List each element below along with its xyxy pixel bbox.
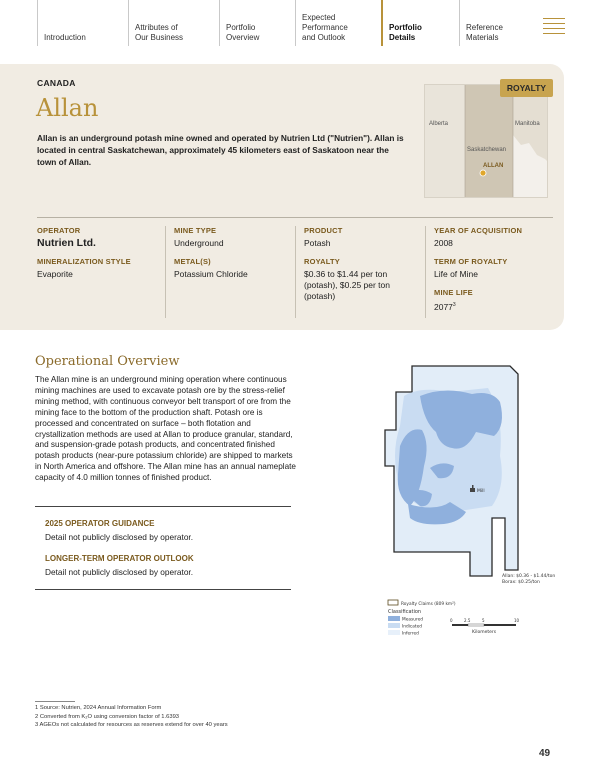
page-number: 49	[539, 748, 551, 759]
royalty-value: $0.36 to $1.44 per ton (potash), $0.25 per ton (potash)	[304, 269, 391, 301]
legend-swatch-measured	[388, 616, 400, 621]
mine-summary-panel	[0, 64, 564, 330]
scale-tick: 5	[482, 618, 485, 623]
mineralization-value: Evaporite	[37, 269, 73, 279]
top-navigation	[0, 0, 600, 48]
hamburger-menu-icon[interactable]	[543, 18, 565, 38]
product-value: Potash	[304, 238, 331, 248]
operator-label: OPERATOR	[37, 226, 81, 235]
royalty-term-value: Life of Mine	[434, 269, 478, 279]
legend-claims: Royalty Claims (809 km²)	[401, 602, 456, 607]
location-map	[424, 84, 548, 198]
map-label-alberta: Alberta	[429, 121, 449, 127]
country-label: CANADA	[37, 78, 76, 88]
facts-column-2	[165, 226, 295, 318]
footnote-divider	[35, 701, 75, 702]
map-label-manitoba: Manitoba	[515, 121, 540, 127]
legend-measured: Measured	[402, 617, 423, 623]
legend-inferred: Inferred	[402, 631, 419, 637]
royalty-claims-map	[380, 356, 588, 638]
mine-type-label: MINE TYPE	[174, 226, 217, 235]
divider	[35, 506, 291, 507]
legend-swatch-inferred	[388, 630, 400, 635]
nav-tab-attributes[interactable]: Attributes of Our Business	[128, 0, 216, 46]
mine-title: Allan	[36, 94, 99, 122]
nav-tab-expected-performance[interactable]: Expected Performance and Outlook	[295, 0, 377, 46]
allan-location-marker	[480, 170, 486, 176]
product-label: PRODUCT	[304, 226, 343, 235]
royalty-note-allan: Allan: $0.36 - $1.44/ton	[502, 574, 556, 579]
metals-label: METAL(S)	[174, 257, 211, 266]
mill-label: Mill	[477, 489, 485, 494]
map-label-allan: ALLAN	[483, 163, 504, 169]
mine-life-label: MINE LIFE	[434, 288, 473, 297]
map-label-saskatchewan: Saskatchewan	[467, 147, 507, 153]
facts-column-3	[295, 226, 425, 318]
outlook-value: Detail not publicly disclosed by operator.	[45, 567, 194, 577]
mineralization-label: MINERALIZATION STYLE	[37, 257, 131, 266]
nav-tab-introduction[interactable]: Introduction	[37, 0, 125, 46]
footnote-3: 3 AGEOs not calculated for resources as reserves extend for over 40 years	[35, 722, 228, 729]
operator-value: Nutrien Ltd.	[37, 237, 96, 249]
divider	[35, 589, 291, 590]
scale-bar	[452, 624, 516, 626]
royalty-badge: ROYALTY	[500, 79, 553, 97]
guidance-label: 2025 OPERATOR GUIDANCE	[45, 519, 155, 528]
legend-title: Classification	[388, 609, 422, 615]
footnote-1: 1 Source: Nutrien, 2024 Annual Information Form	[35, 705, 162, 711]
royalty-note-borax: Borax: $0.25/ton	[502, 580, 540, 585]
mine-intro: Allan is an underground potash mine owned and operated by Nutrien Ltd ("Nutrien"). Allan is located in central Saskatchewan, approximately 45 kilometers east of Saskatoon near the town of Allan.	[37, 133, 404, 167]
nav-tab-reference-materials[interactable]: Reference Materials	[459, 0, 533, 46]
mine-life-value	[434, 300, 553, 313]
scale-unit: Kilometers	[472, 630, 497, 635]
mine-type-value: Underground	[174, 238, 224, 248]
outlook-label: LONGER-TERM OPERATOR OUTLOOK	[45, 554, 194, 563]
acquisition-year-label: YEAR OF ACQUISITION	[434, 226, 523, 235]
scale-tick: 2.5	[464, 618, 471, 623]
guidance-box	[35, 506, 291, 590]
divider	[37, 217, 553, 218]
footnotes	[35, 704, 228, 730]
claims-map-graphic	[380, 356, 588, 638]
footnote-2: 2 Converted from K₂O using conversion factor of 1.6393	[35, 713, 180, 720]
legend-indicated: Indicated	[402, 624, 422, 630]
saskatchewan-map-graphic	[425, 85, 548, 198]
royalty-term-label: TERM OF ROYALTY	[434, 257, 508, 266]
mine-life-year: 2077	[434, 301, 453, 312]
section-title: Operational Overview	[35, 354, 180, 369]
mine-life-footnote-ref: 3	[452, 302, 456, 308]
scale-tick: 10	[514, 618, 520, 623]
legend-swatch-claims	[388, 600, 398, 605]
guidance-value: Detail not publicly disclosed by operator.	[45, 532, 194, 542]
nav-tab-portfolio-details[interactable]: Portfolio Details	[381, 0, 457, 46]
facts-column-4	[425, 226, 553, 318]
royalty-label: ROYALTY	[304, 257, 340, 266]
nav-tab-portfolio-overview[interactable]: Portfolio Overview	[219, 0, 297, 46]
scale-tick: 0	[450, 618, 453, 623]
overview-paragraph: The Allan mine is an underground mining operation where continuous mining machines are used to excavate potash ore by the stress-relief mining method, with continuous conveyor belt transport of ore from the mining face to the bottom of the production shaft. Potash ore is processed and concentrated on surface – both flotation and crystallization methods are used at Allan to produce granular, standard, and suspension-grade potash products, and concentrated finished potash products (near-pure potassium chloride) are shipped to markets in North America and offshore. The Allan mine has an annual nameplate capacity of 4.0 million tonnes of finished product.	[35, 375, 296, 483]
facts-column-1	[37, 226, 165, 318]
acquisition-year-value: 2008	[434, 238, 453, 248]
legend-swatch-indicated	[388, 623, 400, 628]
metals-value: Potassium Chloride	[174, 269, 248, 279]
